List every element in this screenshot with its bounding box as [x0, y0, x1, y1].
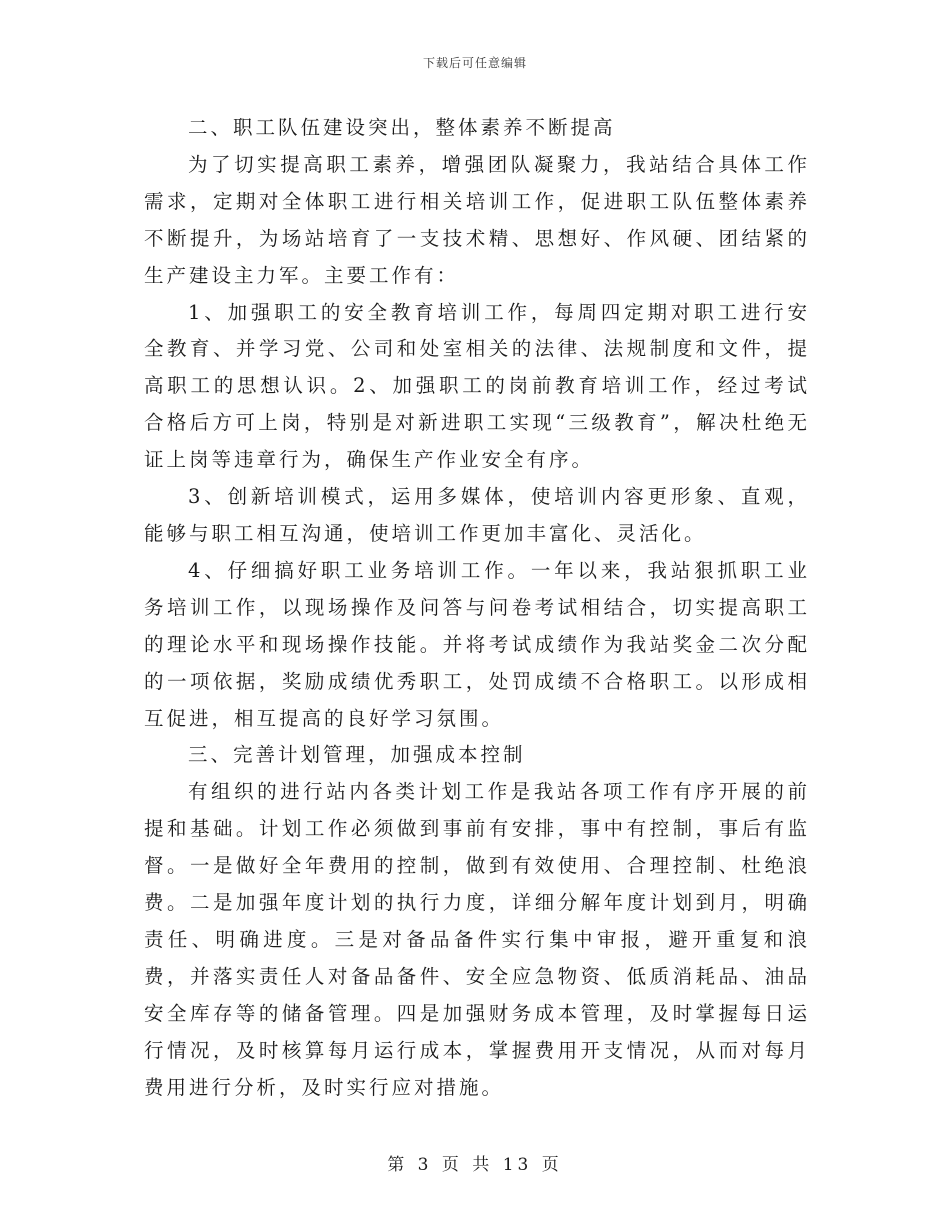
footer-suffix: 页 — [541, 1155, 563, 1175]
header-note: 下载后可任意编辑 — [422, 56, 527, 70]
section-heading-2: 二、职工队伍建设突出，整体素养不断提高 — [188, 116, 616, 139]
footer-prefix: 第 — [387, 1155, 409, 1175]
paragraph: 为了切实提高职工素养，增强团队凝聚力，我站结合具体工作需求，定期对全体职工进行相关培训工作，促进职工队伍整体素养不断提升，为场站培育了一支技术精、思想好、作风硬、团结紧的生产建设主力军。主要工作有： — [144, 152, 810, 287]
paragraph: 4、仔细搞好职工业务培训工作。一年以来，我站狠抓职工业务培训工作，以现场操作及问答与问卷考试相结合，切实提高职工的理论水平和现场操作技能。并将考试成绩作为我站奖金二次分配的一项依据，奖励成绩优秀职工，处罚成绩不合格职工。以形成相互促进，相互提高的良好学习氛围。 — [144, 558, 810, 730]
document-body — [144, 110, 810, 1106]
section-heading-3: 三、完善计划管理，加强成本控制 — [188, 743, 526, 767]
page-number-footer — [0, 1150, 950, 1175]
footer-middle: 页 共 — [441, 1155, 494, 1175]
paragraph: 有组织的进行站内各类计划工作是我站各项工作有序开展的前提和基础。计划工作必须做到事前有安排，事中有控制，事后有监督。一是做好全年费用的控制，做到有效使用、合理控制、杜绝浪费。二是加强年度计划的执行力度，详细分解年度计划到月，明确责任、明确进度。三是对备品备件实行集中审报，避开重复和浪费，并落实责任人对备品备件、安全应急物资、低质消耗品、油品安全库存等的储备管理。四是加强财务成本管理，及时掌握每日运行情况，及时核算每月运行成本，掌握费用开支情况，从而对每月费用进行分析，及时实行应对措施。 — [144, 780, 810, 1099]
footer-page-total: 13 — [502, 1155, 533, 1175]
paragraph: 1、加强职工的安全教育培训工作，每周四定期对职工进行安全教育、并学习党、公司和处室相关的法律、法规制度和文件，提高职工的思想认识。2、加强职工的岗前教育培训工作，经过考试合格后方可上岗，特别是对新进职工实现“三级教育”，解决杜绝无证上岗等违章行为，确保生产作业安全有序。 — [144, 300, 810, 472]
paragraph: 3、创新培训模式，运用多媒体，使培训内容更形象、直观，能够与职工相互沟通，使培训工作更加丰富化、灵活化。 — [144, 485, 810, 545]
footer-page-current: 3 — [417, 1155, 433, 1175]
